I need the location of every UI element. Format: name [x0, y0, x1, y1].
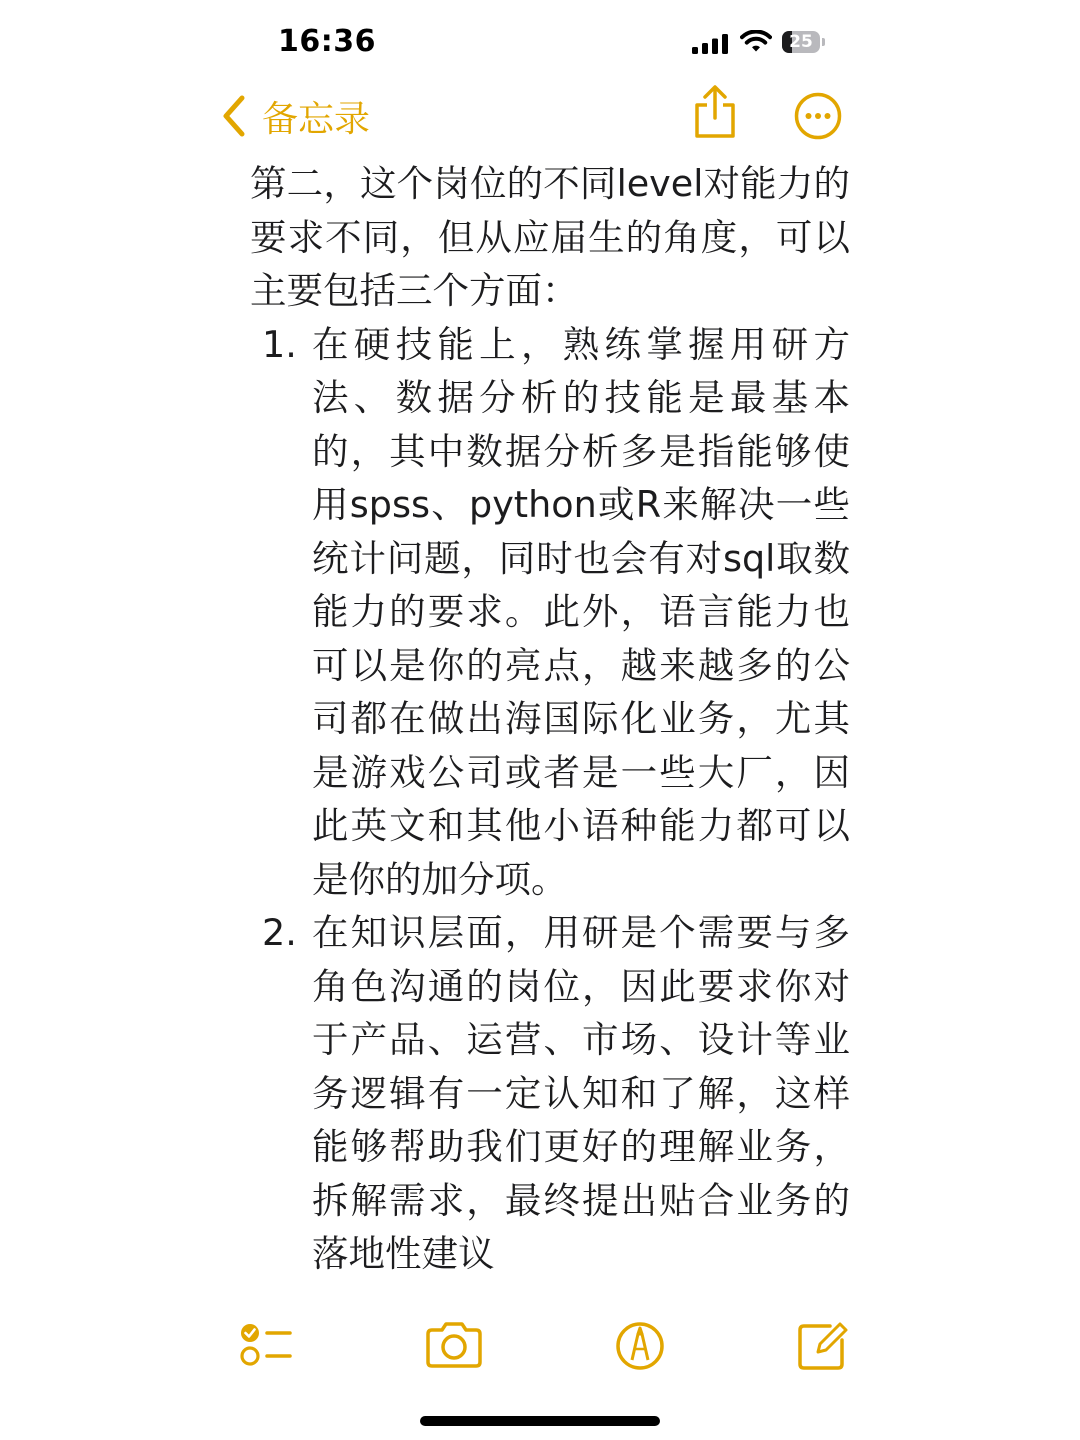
- battery-body: [782, 31, 820, 53]
- list-item-number: 1.: [262, 322, 297, 366]
- battery-indicator: [782, 31, 826, 55]
- cellular-signal-icon: [692, 34, 730, 54]
- markup-pen-icon[interactable]: [610, 1316, 670, 1376]
- camera-icon[interactable]: [424, 1316, 484, 1376]
- note-numbered-list: [250, 318, 850, 1281]
- checklist-icon[interactable]: [238, 1316, 298, 1376]
- list-item: [250, 318, 850, 907]
- note-body[interactable]: [250, 157, 850, 1297]
- status-bar: [0, 0, 1080, 90]
- list-item-text: 在硬技能上，熟练掌握用研方法、数据分析的技能是最基本的，其中数据分析多是指能够使用spss、python或R来解决一些统计问题，同时也会有对sql取数能力的要求。此外，语言能力也可以是你的亮点，越来越多的公司都在做出海国际化业务，尤其是游戏公司或者是一些大厂，因此英文和其他小语种能力都可以是你的加分项。: [312, 322, 850, 901]
- status-time: 16:36: [278, 24, 376, 59]
- back-button[interactable]: [220, 92, 370, 140]
- list-item-text: 在知识层面，用研是个需要与多角色沟通的岗位，因此要求你对于产品、运营、市场、设计等业务逻辑有一定认知和了解，这样能够帮助我们更好的理解业务，拆解需求，最终提出贴合业务的落地性建议: [312, 911, 850, 1275]
- list-item-number: 2.: [262, 911, 297, 954]
- battery-cap: [822, 38, 825, 46]
- share-icon[interactable]: [692, 84, 738, 140]
- note-intro-paragraph: 第二，这个岗位的不同level对能力的要求不同，但从应届生的角度，可以主要包括三个方面：: [250, 162, 850, 312]
- list-item: [250, 906, 850, 1281]
- battery-level: 25: [789, 32, 813, 52]
- chevron-left-icon: [220, 94, 248, 138]
- wifi-icon: [740, 30, 772, 54]
- back-label: 备忘录: [262, 98, 371, 140]
- home-indicator[interactable]: [420, 1416, 660, 1426]
- compose-icon[interactable]: [794, 1316, 854, 1376]
- ellipsis-circle-icon[interactable]: [794, 92, 842, 140]
